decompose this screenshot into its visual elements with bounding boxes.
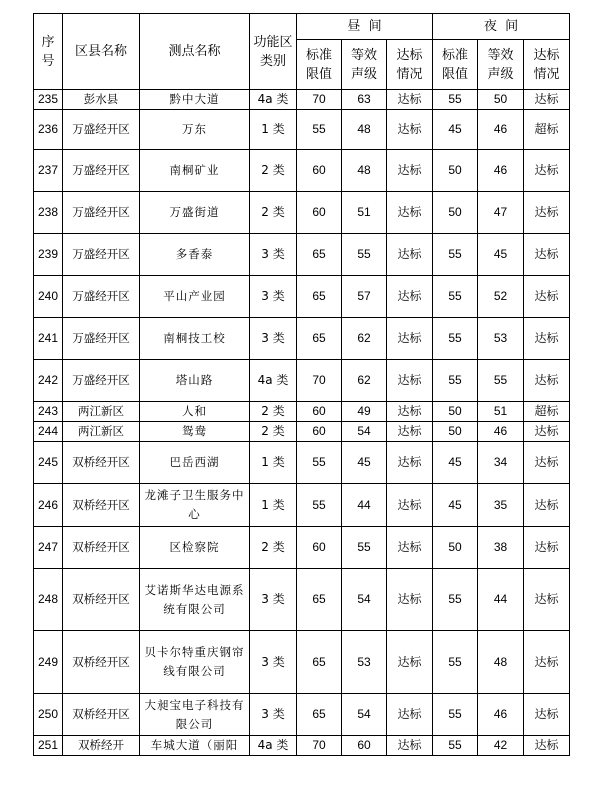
table-row (34, 150, 570, 192)
noise-monitoring-table (33, 13, 570, 756)
site-cell: 鸳鸯 (140, 422, 250, 442)
day-leq-cell: 44 (342, 484, 387, 527)
table-row (34, 402, 570, 422)
night-status-cell: 超标 (524, 402, 570, 422)
night-std-cell: 50 (433, 192, 478, 234)
night-leq-cell: 50 (478, 90, 524, 110)
day-std-cell: 55 (297, 442, 342, 484)
header-seq: 序 号 (34, 14, 63, 90)
zone-cell: 1 类 (250, 442, 297, 484)
zone-cell: 2 类 (250, 192, 297, 234)
header-nighttime: 夜 间 (433, 14, 570, 40)
table-row (34, 442, 570, 484)
table-row (34, 631, 570, 694)
district-cell: 万盛经开区 (63, 192, 140, 234)
zone-cell: 2 类 (250, 527, 297, 569)
night-status-cell: 超标 (524, 110, 570, 150)
day-leq-cell: 54 (342, 569, 387, 631)
district-cell: 双桥经开区 (63, 569, 140, 631)
day-status-cell: 达标 (387, 527, 433, 569)
zone-cell: 3 类 (250, 694, 297, 736)
day-leq-cell: 48 (342, 110, 387, 150)
night-std-cell: 55 (433, 318, 478, 360)
zone-cell: 3 类 (250, 276, 297, 318)
zone-cell: 3 类 (250, 569, 297, 631)
district-cell: 两江新区 (63, 422, 140, 442)
seq-cell: 235 (34, 90, 63, 110)
day-std-cell: 60 (297, 192, 342, 234)
night-leq-cell: 42 (478, 736, 524, 756)
night-status-cell: 达标 (524, 192, 570, 234)
table-row (34, 422, 570, 442)
zone-cell: 2 类 (250, 422, 297, 442)
night-leq-cell: 53 (478, 318, 524, 360)
night-leq-cell: 46 (478, 150, 524, 192)
night-leq-cell: 48 (478, 631, 524, 694)
day-std-cell: 60 (297, 422, 342, 442)
zone-cell: 1 类 (250, 484, 297, 527)
seq-cell: 240 (34, 276, 63, 318)
night-std-cell: 55 (433, 90, 478, 110)
table-row (34, 234, 570, 276)
header-day-leq: 等效 声级 (342, 40, 387, 90)
day-leq-cell: 48 (342, 150, 387, 192)
night-status-cell: 达标 (524, 736, 570, 756)
site-cell: 万东 (140, 110, 250, 150)
day-leq-cell: 60 (342, 736, 387, 756)
site-cell: 车城大道（丽阳 (140, 736, 250, 756)
night-std-cell: 50 (433, 527, 478, 569)
district-cell: 双桥经开区 (63, 694, 140, 736)
day-leq-cell: 57 (342, 276, 387, 318)
seq-cell: 249 (34, 631, 63, 694)
night-status-cell: 达标 (524, 360, 570, 402)
seq-cell: 251 (34, 736, 63, 756)
night-leq-cell: 52 (478, 276, 524, 318)
seq-cell: 250 (34, 694, 63, 736)
day-status-cell: 达标 (387, 192, 433, 234)
day-std-cell: 60 (297, 402, 342, 422)
day-std-cell: 70 (297, 360, 342, 402)
zone-cell: 3 类 (250, 234, 297, 276)
seq-cell: 239 (34, 234, 63, 276)
day-std-cell: 60 (297, 527, 342, 569)
day-status-cell: 达标 (387, 360, 433, 402)
seq-cell: 247 (34, 527, 63, 569)
zone-cell: 3 类 (250, 631, 297, 694)
site-cell: 龙滩子卫生服务中心 (140, 484, 250, 527)
day-leq-cell: 49 (342, 402, 387, 422)
day-std-cell: 65 (297, 694, 342, 736)
day-std-cell: 55 (297, 484, 342, 527)
seq-cell: 237 (34, 150, 63, 192)
header-night-leq: 等效 声级 (478, 40, 524, 90)
header-site: 测点名称 (140, 14, 250, 90)
day-std-cell: 65 (297, 631, 342, 694)
site-cell: 平山产业园 (140, 276, 250, 318)
night-leq-cell: 44 (478, 569, 524, 631)
day-leq-cell: 45 (342, 442, 387, 484)
zone-cell: 3 类 (250, 318, 297, 360)
night-leq-cell: 38 (478, 527, 524, 569)
night-leq-cell: 55 (478, 360, 524, 402)
zone-cell: 2 类 (250, 150, 297, 192)
night-status-cell: 达标 (524, 276, 570, 318)
night-std-cell: 50 (433, 150, 478, 192)
zone-cell: 2 类 (250, 402, 297, 422)
header-night-std: 标准 限值 (433, 40, 478, 90)
day-status-cell: 达标 (387, 234, 433, 276)
table-row (34, 527, 570, 569)
district-cell: 双桥经开区 (63, 484, 140, 527)
night-leq-cell: 45 (478, 234, 524, 276)
district-cell: 万盛经开区 (63, 276, 140, 318)
seq-cell: 248 (34, 569, 63, 631)
night-leq-cell: 46 (478, 110, 524, 150)
night-leq-cell: 46 (478, 422, 524, 442)
day-status-cell: 达标 (387, 484, 433, 527)
site-cell: 南桐技工校 (140, 318, 250, 360)
header-night-status: 达标 情况 (524, 40, 570, 90)
night-std-cell: 45 (433, 442, 478, 484)
night-leq-cell: 47 (478, 192, 524, 234)
seq-cell: 242 (34, 360, 63, 402)
site-cell: 黔中大道 (140, 90, 250, 110)
night-status-cell: 达标 (524, 569, 570, 631)
seq-cell: 246 (34, 484, 63, 527)
night-std-cell: 55 (433, 234, 478, 276)
zone-cell: 4a 类 (250, 360, 297, 402)
night-leq-cell: 35 (478, 484, 524, 527)
day-std-cell: 70 (297, 90, 342, 110)
day-leq-cell: 55 (342, 527, 387, 569)
day-status-cell: 达标 (387, 569, 433, 631)
day-status-cell: 达标 (387, 442, 433, 484)
night-std-cell: 45 (433, 110, 478, 150)
zone-cell: 1 类 (250, 110, 297, 150)
day-std-cell: 65 (297, 276, 342, 318)
night-status-cell: 达标 (524, 631, 570, 694)
site-cell: 贝卡尔特重庆钢帘线有限公司 (140, 631, 250, 694)
day-status-cell: 达标 (387, 318, 433, 360)
site-cell: 人和 (140, 402, 250, 422)
day-std-cell: 70 (297, 736, 342, 756)
district-cell: 万盛经开区 (63, 110, 140, 150)
seq-cell: 236 (34, 110, 63, 150)
day-status-cell: 达标 (387, 422, 433, 442)
night-std-cell: 55 (433, 694, 478, 736)
site-cell: 大昶宝电子科技有限公司 (140, 694, 250, 736)
night-status-cell: 达标 (524, 527, 570, 569)
table-row (34, 694, 570, 736)
night-status-cell: 达标 (524, 484, 570, 527)
header-day-std: 标准 限值 (297, 40, 342, 90)
day-std-cell: 65 (297, 234, 342, 276)
district-cell: 两江新区 (63, 402, 140, 422)
day-leq-cell: 62 (342, 318, 387, 360)
day-status-cell: 达标 (387, 110, 433, 150)
seq-cell: 238 (34, 192, 63, 234)
night-status-cell: 达标 (524, 422, 570, 442)
day-std-cell: 65 (297, 569, 342, 631)
day-status-cell: 达标 (387, 402, 433, 422)
site-cell: 多香泰 (140, 234, 250, 276)
day-status-cell: 达标 (387, 90, 433, 110)
night-std-cell: 55 (433, 736, 478, 756)
day-status-cell: 达标 (387, 150, 433, 192)
night-status-cell: 达标 (524, 90, 570, 110)
district-cell: 双桥经开区 (63, 527, 140, 569)
table-row (34, 736, 570, 756)
zone-cell: 4a 类 (250, 90, 297, 110)
district-cell: 彭水县 (63, 90, 140, 110)
site-cell: 塔山路 (140, 360, 250, 402)
night-status-cell: 达标 (524, 150, 570, 192)
district-cell: 双桥经开区 (63, 631, 140, 694)
table-row (34, 569, 570, 631)
table-row (34, 192, 570, 234)
table-row (34, 90, 570, 110)
day-status-cell: 达标 (387, 631, 433, 694)
site-cell: 艾诺斯华达电源系统有限公司 (140, 569, 250, 631)
site-cell: 万盛街道 (140, 192, 250, 234)
night-status-cell: 达标 (524, 694, 570, 736)
table-row (34, 360, 570, 402)
site-cell: 南桐矿业 (140, 150, 250, 192)
seq-cell: 241 (34, 318, 63, 360)
header-district: 区县名称 (63, 14, 140, 90)
night-std-cell: 55 (433, 631, 478, 694)
day-leq-cell: 54 (342, 694, 387, 736)
district-cell: 万盛经开区 (63, 234, 140, 276)
seq-cell: 244 (34, 422, 63, 442)
day-leq-cell: 54 (342, 422, 387, 442)
table-row (34, 276, 570, 318)
day-status-cell: 达标 (387, 276, 433, 318)
night-std-cell: 50 (433, 422, 478, 442)
district-cell: 万盛经开区 (63, 318, 140, 360)
site-cell: 区检察院 (140, 527, 250, 569)
day-std-cell: 65 (297, 318, 342, 360)
header-day-status: 达标 情况 (387, 40, 433, 90)
seq-cell: 243 (34, 402, 63, 422)
district-cell: 万盛经开区 (63, 150, 140, 192)
district-cell: 双桥经开 (63, 736, 140, 756)
day-leq-cell: 51 (342, 192, 387, 234)
header-zone: 功能区 类别 (250, 14, 297, 90)
day-status-cell: 达标 (387, 736, 433, 756)
day-status-cell: 达标 (387, 694, 433, 736)
table-row (34, 110, 570, 150)
night-status-cell: 达标 (524, 234, 570, 276)
day-leq-cell: 53 (342, 631, 387, 694)
night-std-cell: 55 (433, 276, 478, 318)
table-row (34, 318, 570, 360)
day-leq-cell: 55 (342, 234, 387, 276)
district-cell: 双桥经开区 (63, 442, 140, 484)
night-leq-cell: 34 (478, 442, 524, 484)
table-row (34, 484, 570, 527)
night-std-cell: 55 (433, 569, 478, 631)
day-std-cell: 55 (297, 110, 342, 150)
zone-cell: 4a 类 (250, 736, 297, 756)
night-leq-cell: 51 (478, 402, 524, 422)
night-status-cell: 达标 (524, 318, 570, 360)
night-std-cell: 55 (433, 360, 478, 402)
site-cell: 巴岳西湖 (140, 442, 250, 484)
district-cell: 万盛经开区 (63, 360, 140, 402)
night-leq-cell: 46 (478, 694, 524, 736)
day-leq-cell: 63 (342, 90, 387, 110)
night-status-cell: 达标 (524, 442, 570, 484)
day-leq-cell: 62 (342, 360, 387, 402)
header-daytime: 昼 间 (297, 14, 433, 40)
seq-cell: 245 (34, 442, 63, 484)
night-std-cell: 50 (433, 402, 478, 422)
night-std-cell: 45 (433, 484, 478, 527)
day-std-cell: 60 (297, 150, 342, 192)
